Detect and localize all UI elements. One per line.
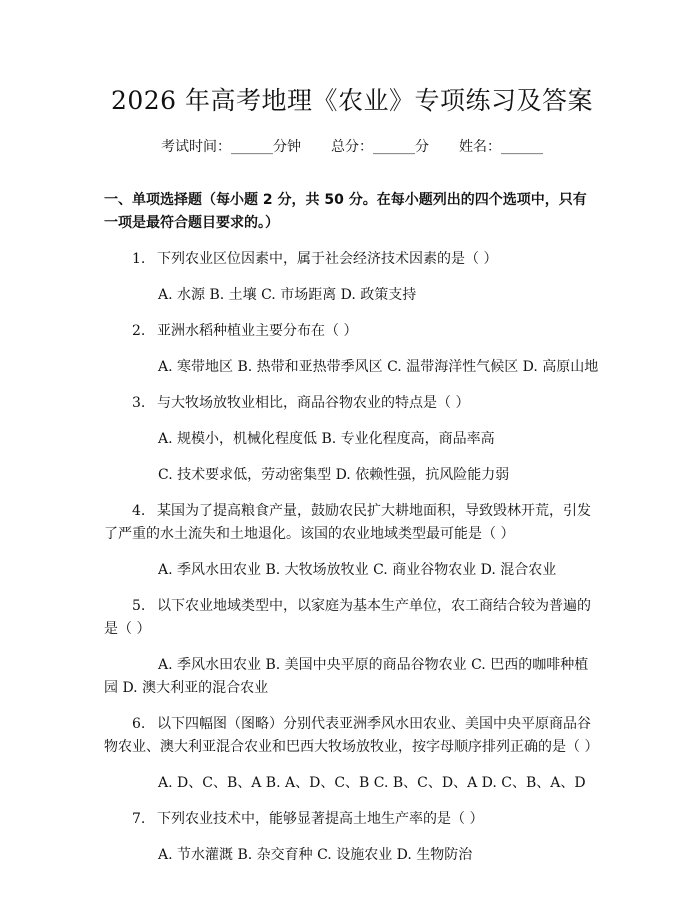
question-list [104, 248, 600, 867]
question-number: 6. [132, 716, 146, 732]
question-number: 4. [132, 503, 146, 519]
total-score-field [331, 136, 429, 158]
question-item [104, 248, 600, 271]
question-options: C. 技术要求低，劳动密集型 D. 依赖性强，抗风险能力弱 [158, 467, 510, 483]
question-number: 3. [132, 395, 146, 411]
question-options: A. 规模小，机械化程度低 B. 专业化程度高，商品率高 [158, 431, 495, 447]
question-text: 下列农业技术中，能够显著提高土地生产率的是（ ） [157, 811, 484, 827]
question-number: 1. [132, 251, 146, 267]
question-text: 亚洲水稻种植业主要分布在（ ） [157, 323, 358, 339]
question-text: 以下农业地域类型中，以家庭为基本生产单位，农工商结合较为普遍的是（ ） [104, 598, 591, 637]
name-field [459, 136, 543, 158]
question-text: 某国为了提高粮食产量，鼓励农民扩大耕地面积，导致毁林开荒，引发了严重的水土流失和土地退化。该国的农业地域类型最可能是（ ） [104, 503, 591, 542]
name-label: 姓名：______ [459, 139, 543, 155]
question-text: 以下四幅图（图略）分别代表亚洲季风水田农业、美国中央平原商品谷物农业、澳大利亚混合农业和巴西大牧场放牧业，按字母顺序排列正确的是（ ） [104, 716, 599, 755]
question-number: 7. [132, 811, 146, 827]
exam-time-field [161, 136, 301, 158]
question-options: A. 季风水田农业 B. 大牧场放牧业 C. 商业谷物农业 D. 混合农业 [158, 562, 557, 578]
exam-info [104, 136, 600, 158]
total-score-label: 总分：______分 [331, 139, 429, 155]
question-item [104, 595, 600, 641]
question-options: A. D、C、B、A B. A、D、C、B C. B、C、D、A D. C、B、A、D [158, 775, 586, 791]
page-title: 2026 年高考地理《农业》专项练习及答案 [110, 86, 594, 115]
question-item [104, 392, 600, 415]
question-item [104, 713, 600, 759]
question-options: A. 寒带地区 B. 热带和亚热带季风区 C. 温带海洋性气候区 D. 高原山地 [158, 359, 599, 375]
question-text: 与大牧场放牧业相比，商品谷物农业的特点是（ ） [157, 395, 470, 411]
question-number: 5. [132, 598, 146, 614]
exam-time-label: 考试时间：______分钟 [161, 139, 301, 155]
question-options: A. 季风水田农业 B. 美国中央平原的商品谷物农业 C. 巴西的咖啡种植园 D. 澳大利亚的混合农业 [104, 657, 589, 696]
question-item [104, 500, 600, 546]
question-number: 2. [132, 323, 146, 339]
question-item [104, 808, 600, 831]
section-heading: 一、单项选择题（每小题 2 分，共 50 分。在每小题列出的四个选项中，只有一项是最符合题目要求的。） [104, 192, 587, 231]
question-options: A. 节水灌溉 B. 杂交育种 C. 设施农业 D. 生物防治 [158, 847, 473, 863]
question-text: 下列农业区位因素中，属于社会经济技术因素的是（ ） [157, 251, 498, 267]
question-item [104, 320, 600, 343]
question-options: A. 水源 B. 土壤 C. 市场距离 D. 政策支持 [158, 287, 417, 303]
